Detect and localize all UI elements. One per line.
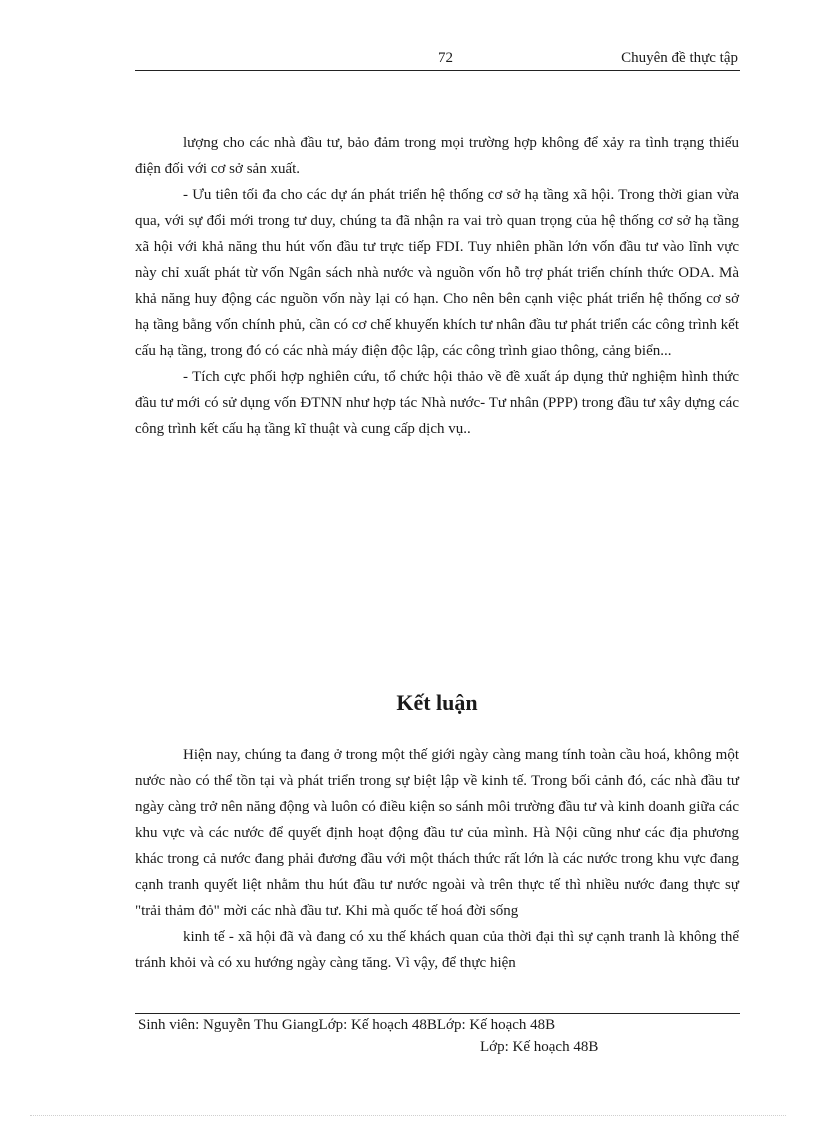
document-title: Chuyên đề thực tập	[621, 50, 738, 66]
body-paragraph: - Ưu tiên tối đa cho các dự án phát triển hệ thống cơ sở hạ tầng xã hội. Trong thời gian vừa qua, với sự đổi mới trong tư duy, chúng ta đã nhận ra vai trò quan trọng của hệ thống cơ sở hạ tầng xã hội với khả năng thu hút vốn đầu tư trực tiếp FDI. Tuy nhiên phần lớn vốn đầu tư vào lĩnh vực này chỉ xuất phát từ vốn Ngân sách nhà nước và nguồn vốn hỗ trợ phát triển chính thức ODA. Mà khả năng huy động các nguồn vốn này lại có hạn. Cho nên bên cạnh việc phát triển hệ thống cơ sở hạ tầng bằng vốn chính phủ, cần có cơ chế khuyến khích tư nhân đầu tư phát triển các công trình kết cấu hạ tầng, trong đó có các nhà máy điện độc lập, các công trình giao thông, cảng biển...	[135, 187, 739, 359]
page-footer	[135, 1013, 740, 1058]
page-number: 72	[438, 50, 453, 66]
conclusion-text	[135, 742, 739, 976]
body-text-top	[135, 130, 739, 442]
section-heading: Kết luận	[396, 690, 478, 715]
conclusion-paragraph: Hiện nay, chúng ta đang ở trong một thế giới ngày càng mang tính toàn cầu hoá, không một nước nào có thể tồn tại và phát triển trong sự biệt lập về kinh tế. Trong bối cảnh đó, các nhà đầu tư ngày càng trở nên năng động và luôn có điều kiện so sánh môi trường đầu tư và kinh doanh giữa các khu vực và các nước để quyết định hoạt động đầu tư của mình. Hà Nội cũng như các địa phương khác trong cả nước đang phải đương đầu với một thách thức rất lớn là các nước trong khu vực đang cạnh tranh quyết liệt nhằm thu hút đầu tư nước ngoài và trên thực tế thì nhiều nước đang thực sự "trải thảm đỏ" mời các nhà đầu tư. Khi mà quốc tế hoá đời sống	[135, 747, 739, 919]
body-paragraph: lượng cho các nhà đầu tư, bảo đảm trong mọi trường hợp không để xảy ra tình trạng thiếu điện đối với cơ sở sản xuất.	[135, 135, 739, 177]
page-header	[135, 48, 740, 71]
footer-student-line: Sinh viên: Nguyễn Thu GiangLớp: Kế hoạch 48BLớp: Kế hoạch 48B	[138, 1017, 556, 1033]
body-paragraph: - Tích cực phối hợp nghiên cứu, tổ chức hội thảo về đề xuất áp dụng thử nghiệm hình thức đầu tư mới có sử dụng vốn ĐTNN như hợp tác Nhà nước- Tư nhân (PPP) trong đầu tư xây dựng các công trình kết cấu hạ tầng kĩ thuật và cung cấp dịch vụ..	[135, 369, 739, 437]
page-bottom-divider	[30, 1115, 786, 1116]
footer-class-line: Lớp: Kế hoạch 48B	[480, 1039, 599, 1055]
conclusion-paragraph: kinh tế - xã hội đã và đang có xu thế khách quan của thời đại thì sự cạnh tranh là không thể tránh khỏi và có xu hướng ngày càng tăng. Vì vậy, để thực hiện	[135, 929, 739, 971]
